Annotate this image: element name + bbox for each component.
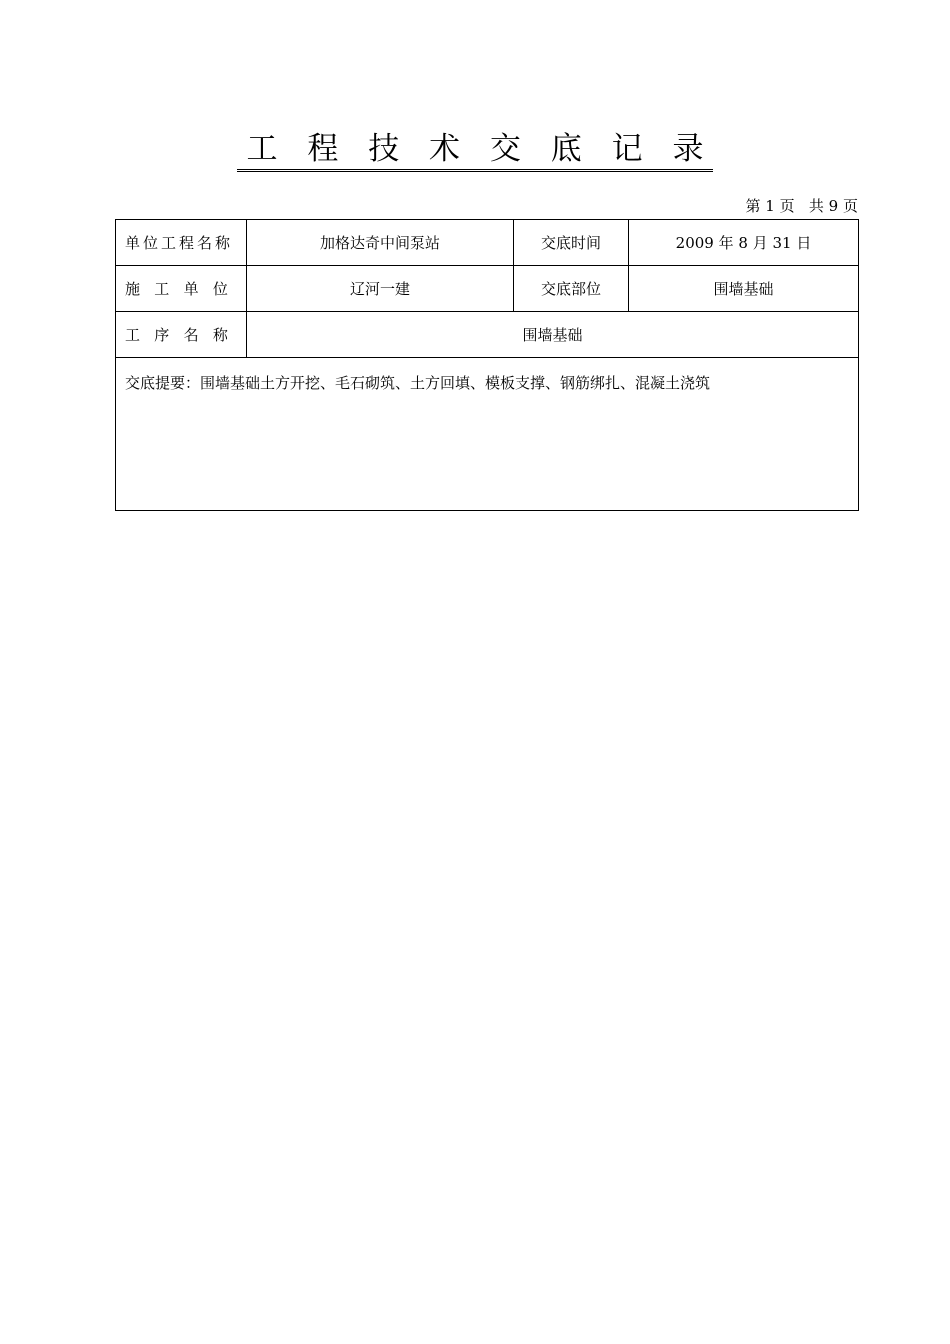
unit-project-name-label: 单位工程名称 bbox=[116, 220, 247, 266]
unit-project-name-value: 加格达奇中间泵站 bbox=[247, 220, 514, 266]
process-name-label: 工 序 名 称 bbox=[116, 312, 247, 358]
table-row bbox=[116, 266, 859, 312]
construction-unit-value: 辽河一建 bbox=[247, 266, 514, 312]
construction-unit-label: 施 工 单 位 bbox=[116, 266, 247, 312]
record-table bbox=[115, 219, 859, 511]
handover-summary: 交底提要：围墙基础土方开挖、毛石砌筑、土方回填、模板支撑、钢筋绑扎、混凝土浇筑 bbox=[116, 358, 859, 511]
handover-time-label: 交底时间 bbox=[514, 220, 629, 266]
title-container bbox=[0, 130, 950, 172]
page-info: 第 1 页 共 9 页 bbox=[745, 197, 858, 215]
handover-part-value: 围墙基础 bbox=[629, 266, 859, 312]
table-row bbox=[116, 312, 859, 358]
table-row bbox=[116, 220, 859, 266]
handover-part-label: 交底部位 bbox=[514, 266, 629, 312]
handover-time-value: 2009 年 8 月 31 日 bbox=[629, 220, 859, 266]
document-title: 工 程 技 术 交 底 记 录 bbox=[237, 130, 714, 172]
table-row bbox=[116, 358, 859, 511]
process-name-value: 围墙基础 bbox=[247, 312, 859, 358]
